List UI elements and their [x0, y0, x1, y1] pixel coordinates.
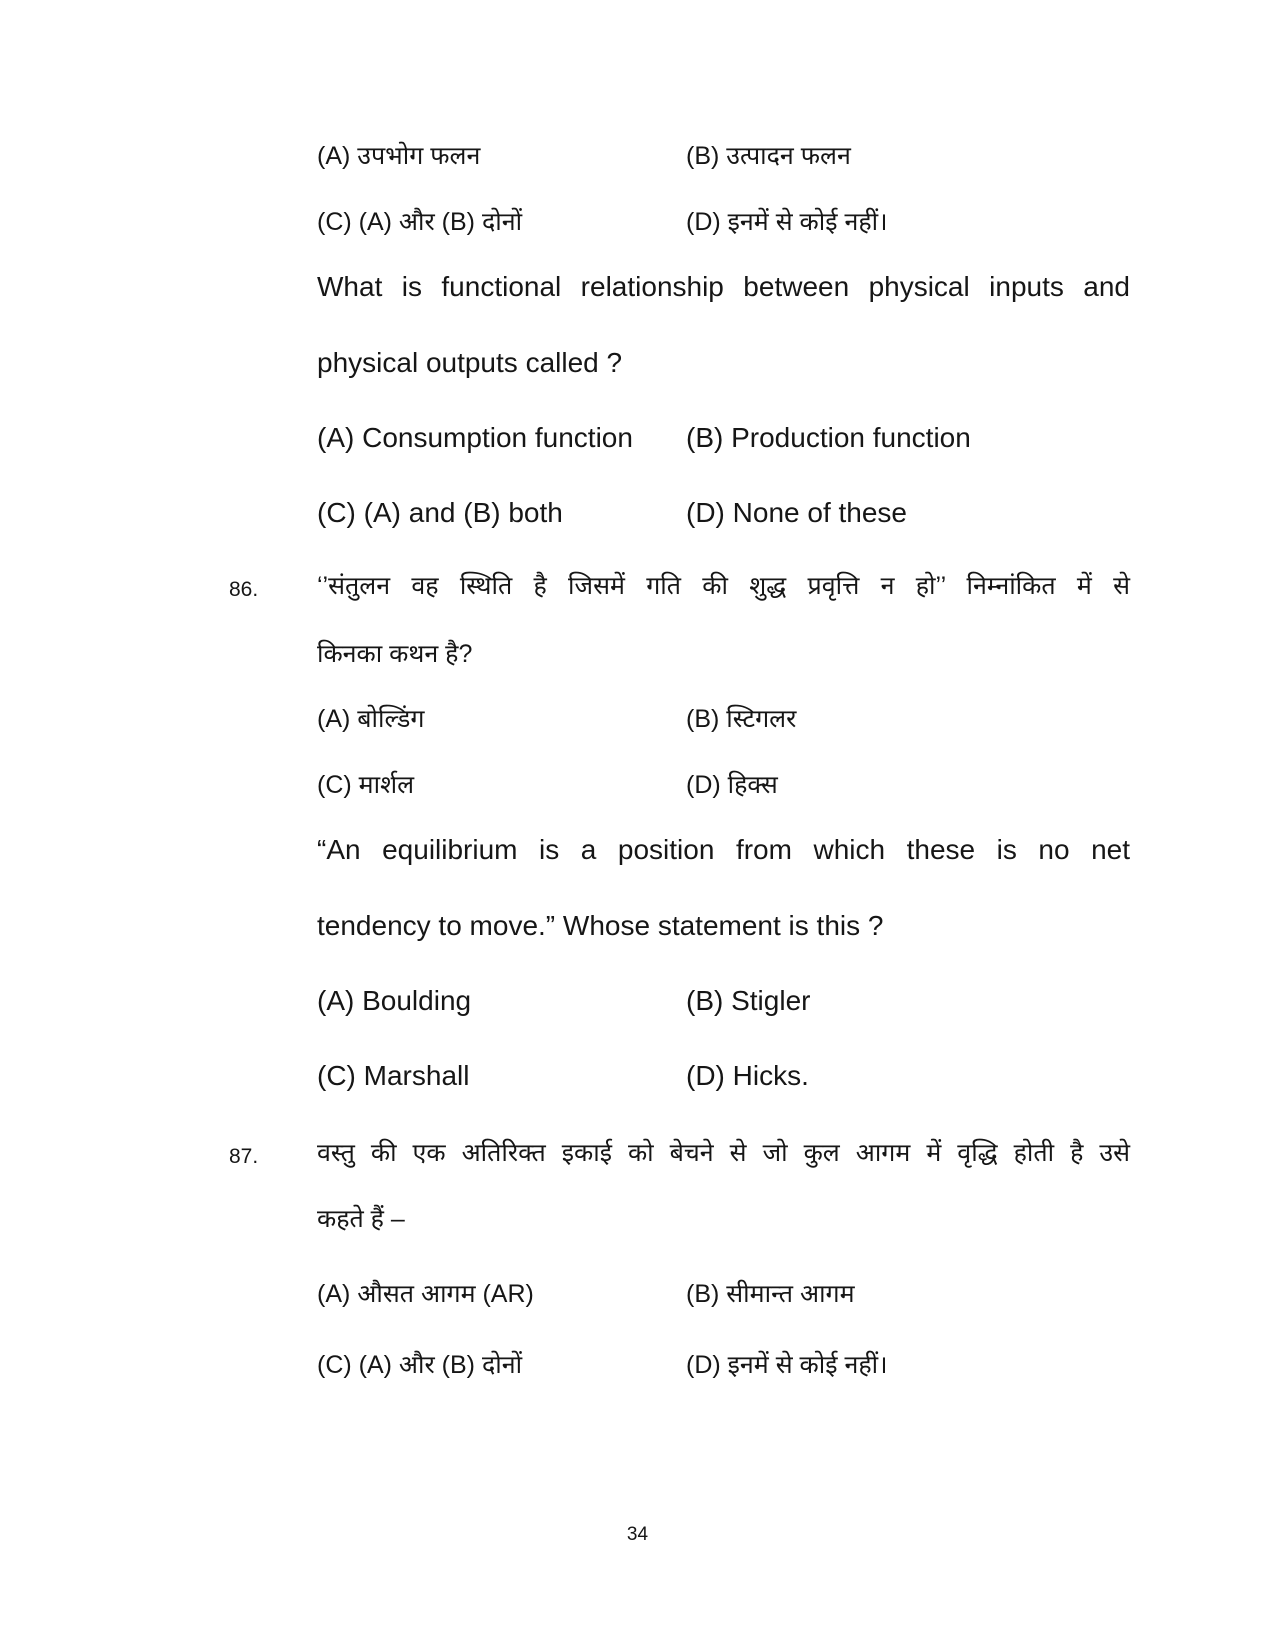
- q85-hi-option-d: (D) इनमें से कोई नहीं।: [686, 208, 888, 236]
- q86-en-question-line2: tendency to move.” Whose statement is this ?: [317, 910, 884, 941]
- q86-hi-question-line2: किनका कथन है?: [317, 640, 473, 668]
- q86-en-question-line1: “An equilibrium is a position from which these is no net: [317, 834, 1130, 865]
- q85-en-option-b: (B) Production function: [686, 422, 971, 453]
- q85-hi-option-c: (C) (A) और (B) दोनों: [317, 208, 523, 236]
- q85-en-option-a: (A) Consumption function: [317, 422, 633, 453]
- q86-en-option-a: (A) Boulding: [317, 985, 472, 1016]
- q85-hi-option-b: (B) उत्पादन फलन: [686, 142, 851, 170]
- q85-en-question-line2: physical outputs called ?: [317, 347, 623, 378]
- q87-option-d: (D) इनमें से कोई नहीं।: [686, 1351, 888, 1379]
- q86-en-option-c: (C) Marshall: [317, 1060, 470, 1091]
- q85-en-question-line1: What is functional relationship between physical inputs and: [317, 271, 1130, 302]
- q86-hi-option-c: (C) मार्शल: [317, 771, 415, 799]
- q86-hi-question-line1: ‘’संतुलन वह स्थिति है जिसमें गति की शुद्ध प्रवृत्ति न हो’’ निम्नांकित में से: [317, 572, 1130, 600]
- question-number-87: 87.: [229, 1145, 259, 1168]
- q86-hi-option-d: (D) हिक्स: [686, 771, 778, 799]
- q86-hi-option-b: (B) स्टिगलर: [686, 705, 797, 733]
- q85-en-option-c: (C) (A) and (B) both: [317, 497, 563, 528]
- q87-option-c: (C) (A) और (B) दोनों: [317, 1351, 523, 1379]
- q86-hi-option-a: (A) बोल्डिंग: [317, 705, 425, 733]
- question-number-86: 86.: [229, 578, 259, 601]
- page-number: 34: [626, 1524, 649, 1545]
- q87-hi-question-line2: कहते हैं –: [317, 1205, 405, 1233]
- q87-hi-question-line1: वस्तु की एक अतिरिक्त इकाई को बेचने से जो कुल आगम में वृद्धि होती है उसे: [317, 1139, 1130, 1167]
- q87-option-b: (B) सीमान्त आगम: [686, 1280, 855, 1308]
- q85-en-option-d: (D) None of these: [686, 497, 907, 528]
- q86-en-option-d: (D) Hicks.: [686, 1060, 809, 1091]
- q85-hi-option-a: (A) उपभोग फलन: [317, 142, 481, 170]
- q86-en-option-b: (B) Stigler: [686, 985, 811, 1016]
- q87-option-a: (A) औसत आगम (AR): [317, 1280, 534, 1308]
